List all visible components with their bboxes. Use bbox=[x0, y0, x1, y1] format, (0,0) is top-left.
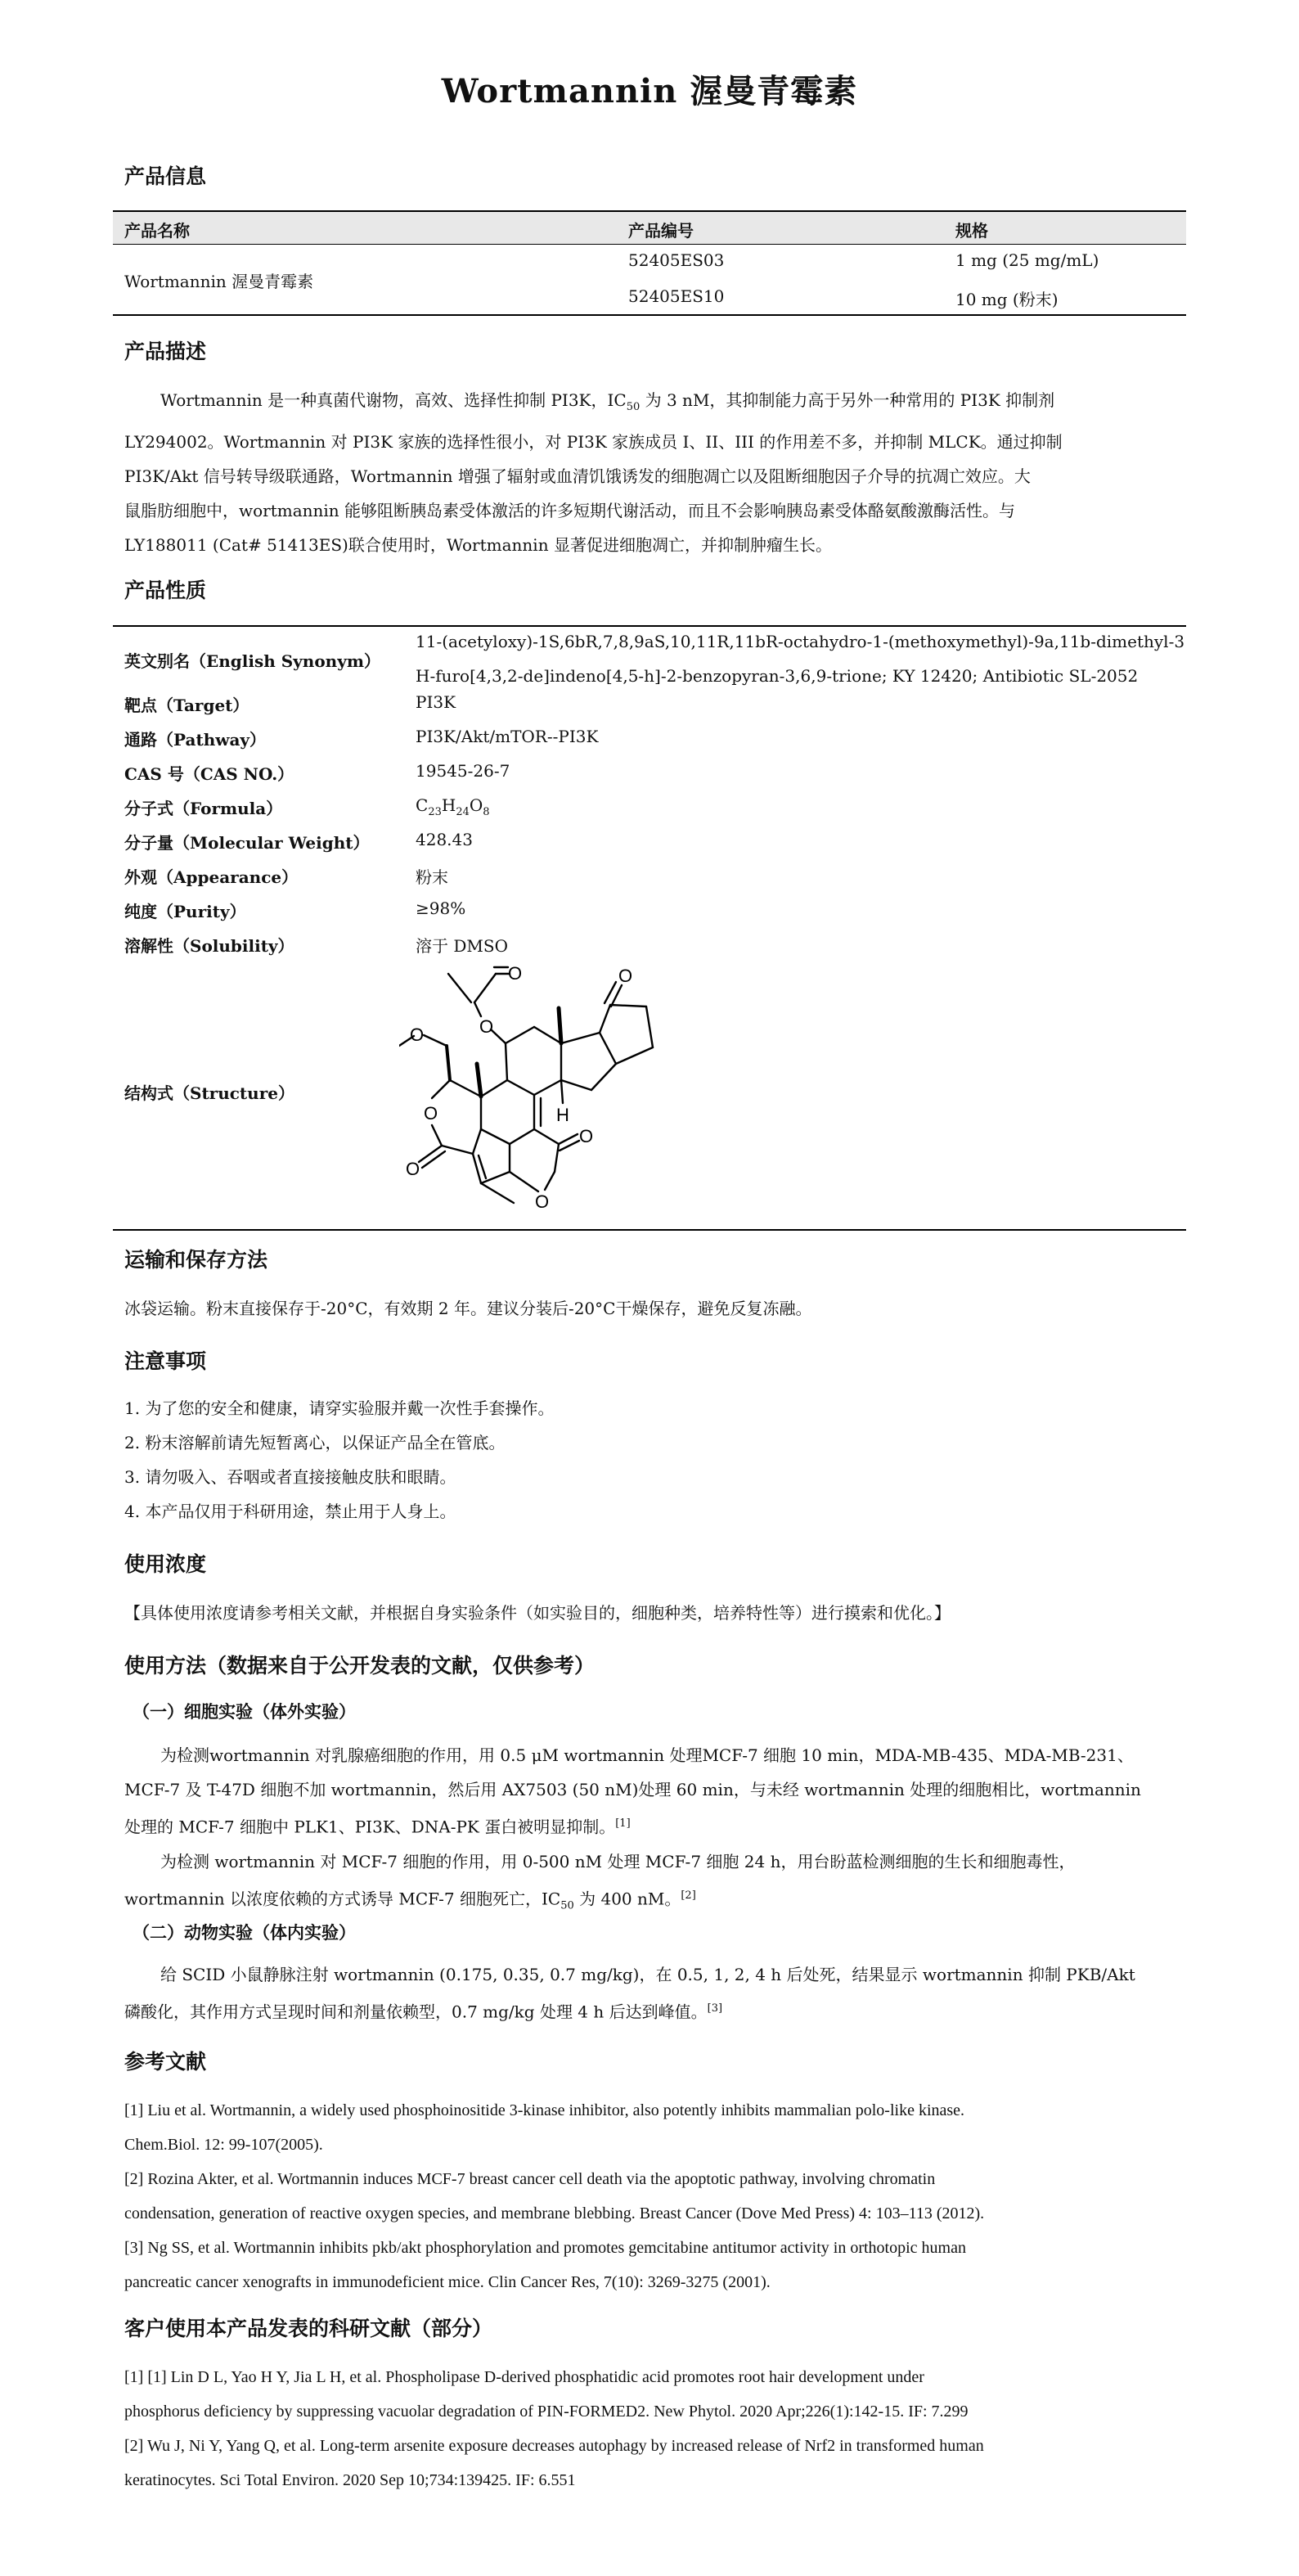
publication-line: keratinocytes. Sci Total Environ. 2020 Sep 10;734:139425. IF: 6.551 bbox=[124, 2471, 576, 2489]
property-value-synonym: H-furo[4,3,2-de]indeno[4,5-h]-2-benzopyran-3,6,9-trione; KY 12420; Antibiotic SL-2052 bbox=[416, 666, 1139, 686]
publication-line: [2] Wu J, Ni Y, Yang Q, et al. Long-term arsenite exposure decreases autophagy by increased release of Nrf2 in transformed human bbox=[124, 2437, 984, 2455]
method-line: 给 SCID 小鼠静脉注射 wortmannin (0.175, 0.35, 0.7 mg/kg)，在 0.5, 1, 2, 4 h 后处死，结果显示 wortmannin 抑制 PKB/Akt bbox=[160, 1965, 1135, 1984]
method-line: 处理的 MCF-7 细胞中 PLK1、PI3K、DNA-PK 蛋白被明显抑制。[1] bbox=[124, 1817, 631, 1837]
section-heading-product-info: 产品信息 bbox=[124, 164, 207, 188]
svg-text:O: O bbox=[579, 1126, 594, 1146]
svg-text:O: O bbox=[424, 1103, 438, 1124]
property-label-formula: 分子式（Formula） bbox=[124, 799, 283, 818]
table-top-rule bbox=[113, 210, 1186, 212]
cell-experiment-text bbox=[124, 1738, 1181, 1923]
properties-bottom-rule bbox=[113, 1229, 1186, 1231]
bond bbox=[474, 974, 496, 1002]
svg-text:O: O bbox=[535, 1191, 550, 1212]
property-label-target: 靶点（Target） bbox=[124, 696, 249, 715]
section-heading-description: 产品描述 bbox=[124, 340, 207, 363]
table-cell-code: 52405ES10 bbox=[628, 286, 725, 306]
svg-text:O: O bbox=[410, 1025, 425, 1045]
property-value-synonym: 11-(acetyloxy)-1S,6bR,7,8,9aS,10,11R,11bR-octahydro-1-(methoxymethyl)-9a,11b-dimethyl-3 bbox=[416, 632, 1185, 651]
property-value-target: PI3K bbox=[416, 692, 456, 712]
method-line: 磷酸化，其作用方式呈现时间和剂量依赖型，0.7 mg/kg 处理 4 h 后达到峰值。[3] bbox=[124, 2002, 723, 2022]
section-heading-concentration: 使用浓度 bbox=[124, 1552, 207, 1576]
animal-experiment-text bbox=[124, 1957, 1181, 2029]
property-label-appearance: 外观（Appearance） bbox=[124, 867, 299, 887]
property-label-synonym: 英文别名（English Synonym） bbox=[124, 651, 380, 671]
reference-line: [1] Liu et al. Wortmannin, a widely used phosphoinositide 3-kinase inhibitor, also potently inhibits mammalian polo-like kinase. bbox=[124, 2101, 965, 2119]
section-heading-methods: 使用方法（数据来自于公开发表的文献，仅供参考） bbox=[124, 1654, 596, 1678]
section-heading-properties: 产品性质 bbox=[124, 579, 207, 602]
storage-text: 冰袋运输。粉末直接保存于-20°C，有效期 2 年。建议分装后-20°C干燥保存，避免反复冻融。 bbox=[124, 1299, 812, 1318]
concentration-text: 【具体使用浓度请参考相关文献，并根据自身实验条件（如实验目的，细胞种类，培养特性等）进行摸索和优化。】 bbox=[124, 1603, 951, 1623]
reference-line: pancreatic cancer xenografts in immunodeficient mice. Clin Cancer Res, 7(10): 3269-3275 (2001). bbox=[124, 2273, 771, 2291]
note-item: 1. 为了您的安全和健康，请穿实验服并戴一次性手套操作。 bbox=[124, 1398, 555, 1418]
reference-line: Chem.Biol. 12: 99-107(2005). bbox=[124, 2136, 323, 2154]
method-line: 为检测wortmannin 对乳腺癌细胞的作用，用 0.5 μM wortmannin 处理MCF-7 细胞 10 min，MDA-MB-435、MDA-MB-231、 bbox=[160, 1745, 1134, 1765]
property-value-purity: ≥98% bbox=[416, 898, 466, 918]
reference-line: [2] Rozina Akter, et al. Wortmannin induces MCF-7 breast cancer cell death via the apoptotic pathway, involving chromatin bbox=[124, 2170, 936, 2188]
property-label-cas: CAS 号（CAS NO.） bbox=[124, 764, 294, 784]
svg-text:O: O bbox=[479, 1016, 494, 1037]
subheading-animal-experiment: （二）动物实验（体内实验） bbox=[133, 1922, 356, 1943]
table-cell-spec: 10 mg (粉末) bbox=[955, 290, 1059, 309]
page-title: Wortmannin 渥曼青霉素 bbox=[441, 72, 858, 110]
method-line: 为检测 wortmannin 对 MCF-7 细胞的作用，用 0-500 nM 处理 MCF-7 细胞 24 h，用台盼蓝检测细胞的生长和细胞毒性， bbox=[160, 1851, 1076, 1871]
reference-line: [3] Ng SS, et al. Wortmannin inhibits pkb/akt phosphorylation and promotes gemcitabine antitumor activity in orthotopic human bbox=[124, 2239, 966, 2257]
note-item: 3. 请勿吸入、吞咽或者直接接触皮肤和眼睛。 bbox=[124, 1467, 456, 1487]
method-line: MCF-7 及 T-47D 细胞不加 wortmannin，然后用 AX7503 (50 nM)处理 60 min，与未经 wortmannin 处理的细胞相比，wortmannin bbox=[124, 1780, 1141, 1799]
table-header-name: 产品名称 bbox=[124, 221, 190, 241]
property-value-solubility: 溶于 DMSO bbox=[416, 936, 508, 956]
property-value-formula: $C_{23}H_{24}O_8$ bbox=[416, 795, 490, 818]
property-label-structure: 结构式（Structure） bbox=[124, 1083, 294, 1103]
svg-text:O: O bbox=[406, 1159, 420, 1179]
description-line: LY294002。Wortmannin 对 PI3K 家族的选择性很小，对 PI3K 家族成员 I、II、III 的作用差不多，并抑制 MLCK。通过抑制 bbox=[124, 432, 1063, 452]
table-cell-product-name: Wortmannin 渥曼青霉素 bbox=[124, 272, 314, 291]
property-value-molecular-weight: 428.43 bbox=[416, 830, 473, 849]
property-label-solubility: 溶解性（Solubility） bbox=[124, 936, 294, 956]
structure-formula-image bbox=[399, 957, 759, 1236]
description-text bbox=[124, 383, 1181, 562]
properties-top-rule bbox=[113, 625, 1186, 627]
section-heading-notes: 注意事项 bbox=[124, 1349, 207, 1373]
notes-list bbox=[124, 1391, 1181, 1529]
note-item: 2. 粉末溶解前请先短暂离心，以保证产品全在管底。 bbox=[124, 1433, 506, 1452]
table-cell-code: 52405ES03 bbox=[628, 250, 725, 270]
section-heading-storage: 运输和保存方法 bbox=[124, 1248, 268, 1272]
subheading-cell-experiment: （一）细胞实验（体外实验） bbox=[133, 1701, 356, 1722]
property-label-purity: 纯度（Purity） bbox=[124, 902, 246, 921]
property-value-cas: 19545-26-7 bbox=[416, 761, 510, 781]
description-line: PI3K/Akt 信号转导级联通路，Wortmannin 增强了辐射或血清饥饿诱发的细胞凋亡以及阻断细胞因子介导的抗凋亡效应。大 bbox=[124, 466, 1031, 486]
atom-h: H bbox=[556, 1105, 569, 1125]
section-heading-customer-publications: 客户使用本产品发表的科研文献（部分） bbox=[124, 2317, 493, 2340]
table-cell-spec: 1 mg (25 mg/mL) bbox=[955, 250, 1099, 270]
property-label-pathway: 通路（Pathway） bbox=[124, 730, 267, 750]
publication-line: [1] [1] Lin D L, Yao H Y, Jia L H, et al. Phospholipase D-derived phosphatidic acid promotes root hair development under bbox=[124, 2368, 924, 2386]
table-header-spec: 规格 bbox=[955, 221, 988, 241]
description-line: 鼠脂肪细胞中，wortmannin 能够阻断胰岛素受体激活的许多短期代谢活动，而且不会影响胰岛素受体酪氨酸激酶活性。与 bbox=[124, 501, 1016, 520]
reference-line: condensation, generation of reactive oxygen species, and membrane blebbing. Breast Cancer (Dove Med Press) 4: 103–113 (2012). bbox=[124, 2204, 985, 2222]
table-bottom-rule bbox=[113, 314, 1186, 316]
publication-line: phosphorus deficiency by suppressing vacuolar degradation of PIN-FORMED2. New Phytol. 2020 Apr;226(1):142-15. IF: 7.299 bbox=[124, 2403, 969, 2421]
table-header-rule bbox=[113, 244, 1186, 245]
table-header-code: 产品编号 bbox=[628, 221, 694, 241]
property-value-pathway: PI3K/Akt/mTOR--PI3K bbox=[416, 727, 599, 746]
atom-o: O bbox=[508, 963, 523, 984]
property-label-molecular-weight: 分子量（Molecular Weight） bbox=[124, 833, 370, 853]
svg-text:O: O bbox=[618, 966, 633, 986]
note-item: 4. 本产品仅用于科研用途，禁止用于人身上。 bbox=[124, 1502, 456, 1521]
references-list bbox=[124, 2093, 1181, 2299]
property-value-appearance: 粉末 bbox=[416, 867, 448, 887]
method-line: wortmannin 以浓度依赖的方式诱导 MCF-7 细胞死亡，$IC_{50}$ 为 400 nM。[2] bbox=[124, 1889, 696, 1912]
description-line: Wortmannin 是一种真菌代谢物，高效、选择性抑制 PI3K，$IC_{50}$ 为 3 nM，其抑制能力高于另外一种常用的 PI3K 抑制剂 bbox=[160, 390, 1055, 413]
section-heading-references: 参考文献 bbox=[124, 2050, 207, 2074]
customer-publications-list bbox=[124, 2360, 1181, 2497]
description-line: LY188011 (Cat# 51413ES)联合使用时，Wortmannin 显著促进细胞凋亡，并抑制肿瘤生长。 bbox=[124, 535, 832, 555]
